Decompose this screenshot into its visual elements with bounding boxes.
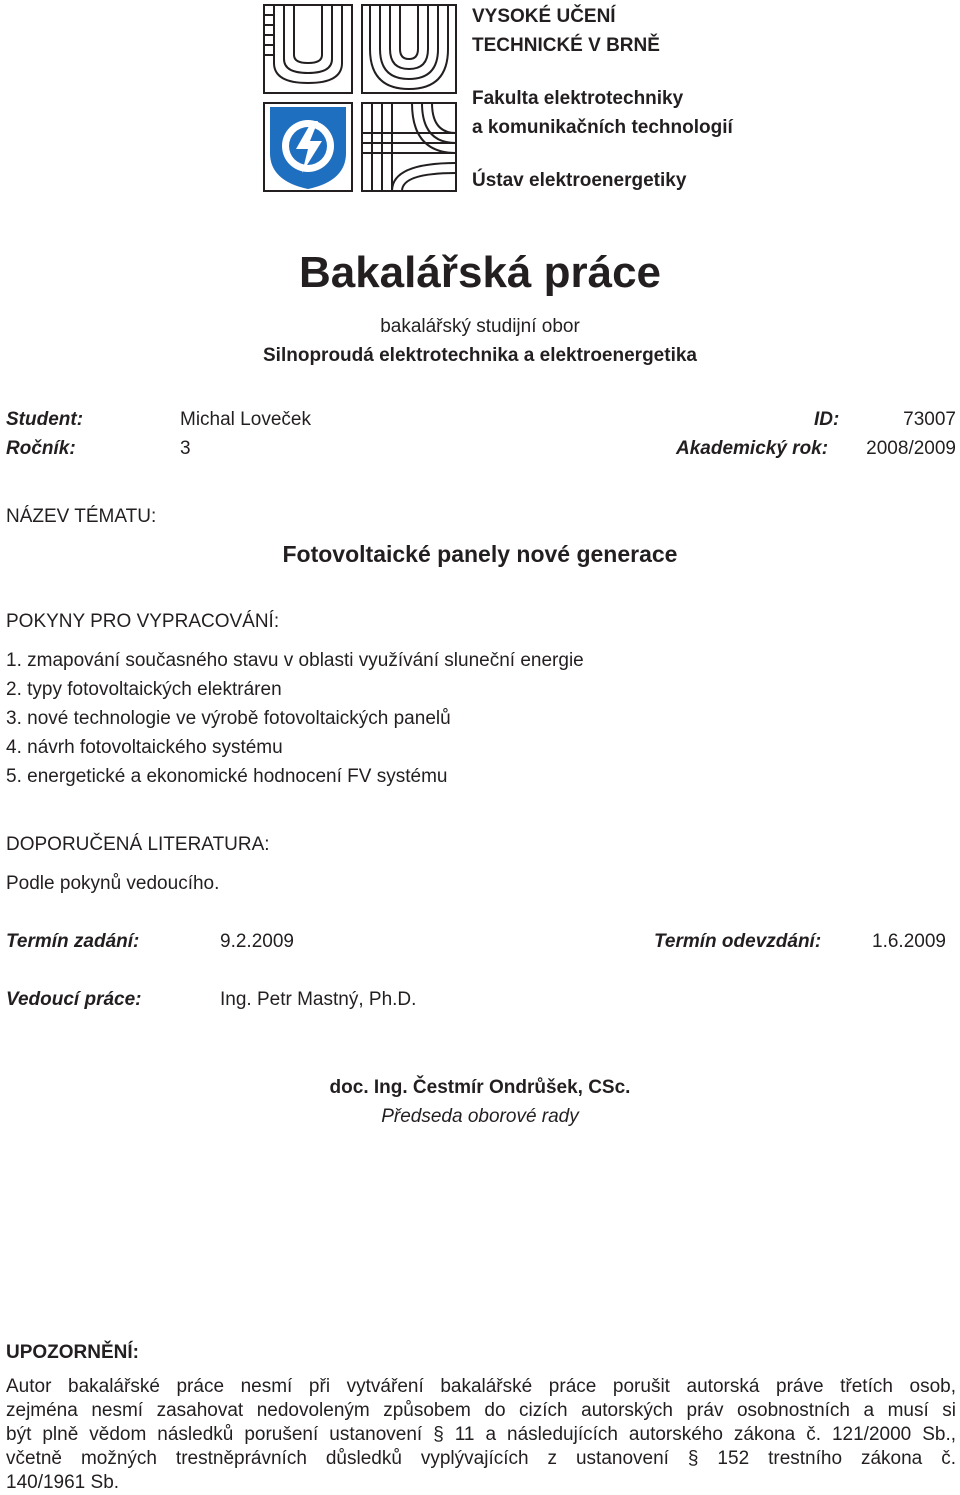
year-value: 3 — [180, 438, 191, 459]
student-id: 73007 — [903, 409, 956, 430]
instruction-item: 5. energetické a ekonomické hodnocení FV systému — [6, 766, 448, 787]
instructions-label: POKYNY PRO VYPRACOVÁNÍ: — [6, 611, 280, 632]
instruction-item: 3. nové technologie ve výrobě fotovoltaických panelů — [6, 708, 451, 729]
student-name: Michal Loveček — [180, 409, 311, 430]
due-date-label: Termín odevzdání: — [654, 931, 822, 952]
assigned-date: 9.2.2009 — [220, 931, 294, 952]
notice-text — [6, 1375, 956, 1495]
literature-label: DOPORUČENÁ LITERATURA: — [6, 834, 270, 855]
notice-line: 140/1961 Sb. — [6, 1472, 120, 1493]
student-id-label: ID: — [814, 409, 840, 430]
university-name-line2: TECHNICKÉ V BRNĚ — [472, 35, 660, 56]
university-name-line1: VYSOKÉ UČENÍ — [472, 6, 616, 27]
topic-title: Fotovoltaické panely nové generace — [282, 541, 678, 567]
notice-line: být plně vědom následků porušení ustanovení § 11 a následujících autorského zákona č. 121/2000 Sb., — [6, 1424, 956, 1445]
study-field: Silnoproudá elektrotechnika a elektroenergetika — [263, 345, 697, 366]
chairman-name: doc. Ing. Čestmír Ondrůšek, CSc. — [329, 1077, 631, 1098]
student-label: Student: — [6, 409, 84, 430]
literature-value: Podle pokynů vedoucího. — [6, 873, 220, 894]
faculty-name-line2: a komunikačních technologií — [472, 117, 733, 138]
institute-name: Ústav elektroenergetiky — [472, 170, 687, 191]
year-label: Ročník: — [6, 438, 76, 459]
assigned-date-label: Termín zadání: — [6, 931, 140, 952]
faculty-name-line1: Fakulta elektrotechniky — [472, 88, 684, 109]
supervisor-label: Vedoucí práce: — [6, 989, 142, 1010]
academic-year: 2008/2009 — [866, 438, 956, 459]
chairman-role: Předseda oborové rady — [381, 1106, 579, 1127]
topic-label: NÁZEV TÉMATU: — [6, 506, 157, 527]
notice-line: zejména nesmí zasahovat nedovoleným způsobem do cizích autorských práv osobnostních a musí si — [6, 1400, 956, 1421]
instruction-item: 2. typy fotovoltaických elektráren — [6, 679, 282, 700]
notice-label: UPOZORNĚNÍ: — [6, 1342, 139, 1363]
notice-line: včetně možných trestněprávních důsledků vyplývajících z ustanovení § 152 trestního zákona č. — [6, 1448, 956, 1469]
due-date: 1.6.2009 — [872, 931, 946, 952]
instruction-item: 1. zmapování současného stavu v oblasti využívání sluneční energie — [6, 650, 584, 671]
document-title: Bakalářská práce — [298, 248, 662, 297]
instruction-item: 4. návrh fotovoltaického systému — [6, 737, 283, 758]
academic-year-label: Akademický rok: — [676, 438, 829, 459]
study-program: bakalářský studijní obor — [380, 316, 580, 337]
notice-line: Autor bakalářské práce nesmí při vytváření bakalářské práce porušit autorská práve třetích osob, — [6, 1376, 956, 1397]
university-logo — [262, 3, 458, 193]
supervisor-name: Ing. Petr Mastný, Ph.D. — [220, 989, 417, 1010]
